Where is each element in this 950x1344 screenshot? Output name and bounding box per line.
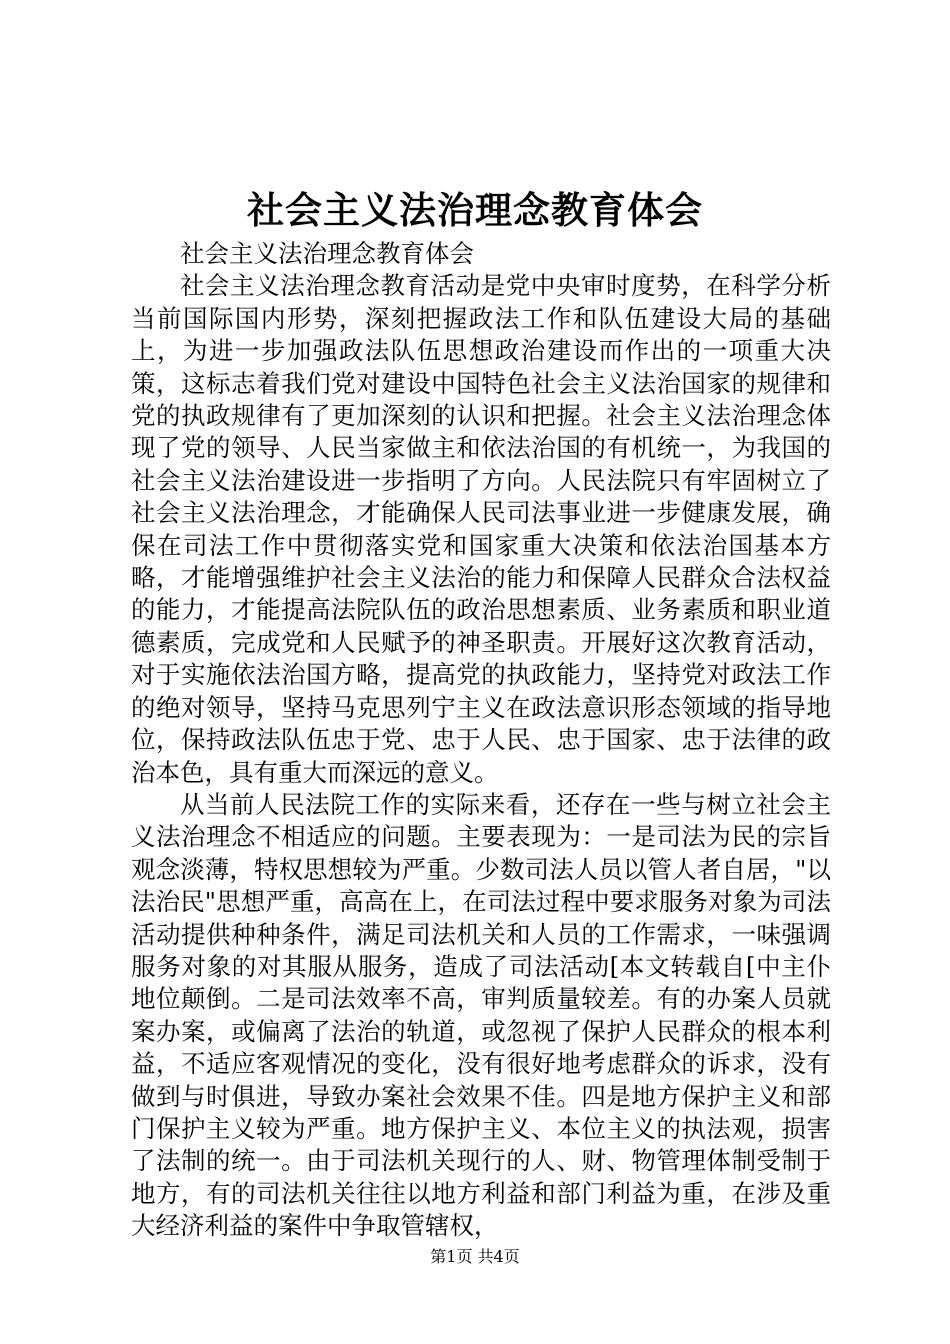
document-title: 社会主义法治理念教育体会 — [247, 188, 703, 232]
paragraph-1: 社会主义法治理念教育活动是党中央审时度势，在科学分析当前国际国内形势，深刻把握政法工作和队伍建设大局的基础上，为进一步加强政法队伍思想政治建设而作出的一项重大决策，这标志着我们党对建设中国特色社会主义法治国家的规律和党的执政规律有了更加深刻的认识和把握。社会主义法治理念体现了党的领导、人民当家做主和依法治国的有机统一，为我国的社会主义法治建设进一步指明了方向。人民法院只有牢固树立了社会主义法治理念，才能确保人民司法事业进一步健康发展，确保在司法工作中贯彻落实党和国家重大决策和依法治国基本方略，才能增强维护社会主义法治的能力和保障人民群众合法权益的能力，才能提高法院队伍的政治思想素质、业务素质和职业道德素质，完成党和人民赋予的神圣职责。开展好这次教育活动，对于实施依法治国方略，提高党的执政能力，坚持党对政法工作的绝对领导，坚持马克思列宁主义在政法意识形态领域的指导地位，保持政法队伍忠于党、忠于人民、忠于国家、忠于法律的政治本色，具有重大而深远的意义。 — [131, 271, 831, 787]
paragraph-2: 从当前人民法院工作的实际来看，还存在一些与树立社会主义法治理念不相适应的问题。主要表现为：一是司法为民的宗旨观念淡薄，特权思想较为严重。少数司法人员以管人者自居，"以法治民"思想严重，高高在上，在司法过程中要求服务对象为司法活动提供种种条件，满足司法机关和人员的工作需求，一味强调服务对象的对其服从服务，造成了司法活动[本文转载自[中主仆地位颠倒。二是司法效率不高，审判质量较差。有的办案人员就案办案，或偏离了法治的轨道，或忽视了保护人民群众的根本利益，不适应客观情况的变化，没有很好地考虑群众的诉求，没有做到与时俱进，导致办案社会效果不佳。四是地方保护主义和部门保护主义较为严重。地方保护主义、本位主义的执法观，损害了法制的统一。由于司法机关现行的人、财、物管理体制受制于地方，有的司法机关往往以地方利益和部门利益为重，在涉及重大经济利益的案件中争取管辖权， — [131, 789, 831, 1241]
page-footer: 第1页 共4页 — [430, 1247, 520, 1266]
document-subtitle: 社会主义法治理念教育体会 — [180, 239, 474, 268]
document-body — [131, 238, 831, 1243]
